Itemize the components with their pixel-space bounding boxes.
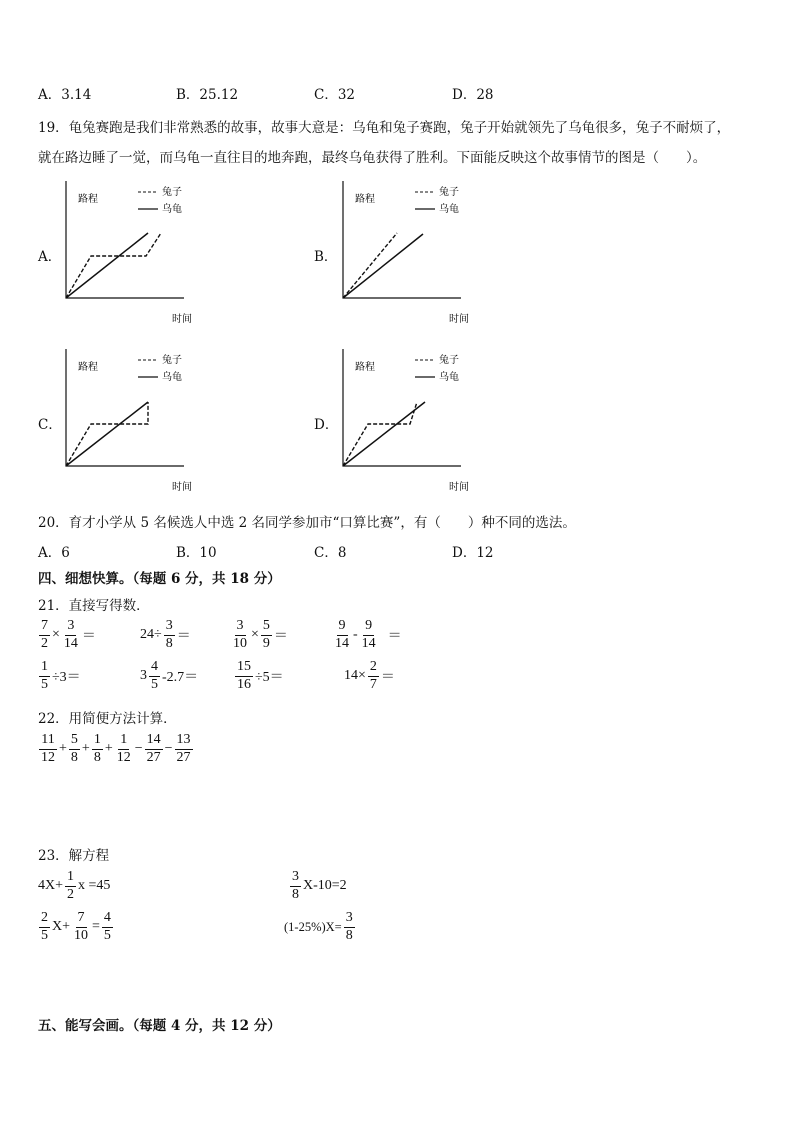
q21-expr-5: $\frac{1}{5}$ ÷3＝ xyxy=(41,659,81,692)
graph-c-turtle-line xyxy=(66,402,148,466)
q18-option-a: A．3.14 xyxy=(38,87,92,103)
graph-b-y-label: 路程 xyxy=(355,194,375,205)
graph-a-legend-turtle: 乌龟 xyxy=(162,204,182,215)
q19-option-d-label: D． xyxy=(314,417,339,433)
q19-text-line2: 就在路边睡了一觉，而乌龟一直往目的地奔跑，最终乌龟获得了胜利。下面能反映这个故事情节的图是（ ）。 xyxy=(38,150,707,166)
graph-b-legend-rabbit: 兔子 xyxy=(439,187,459,198)
q19-option-c-label: C． xyxy=(38,417,62,433)
q20-option-d: D．12 xyxy=(452,545,494,561)
q21-expr-4: $\frac{9}{14}$ - $\frac{9}{14}$ ＝ xyxy=(335,618,402,651)
q19-option-b-label: B． xyxy=(314,249,338,265)
q21-expr-6: 3 $\frac{4}{5}$ -2.7＝ xyxy=(140,659,199,692)
q21-expr-1: $\frac{7}{2}$ × $\frac{3}{14}$ ＝ xyxy=(41,618,96,651)
q23-equation-1: 4X+ $\frac{1}{2}$ x =45 xyxy=(38,869,111,902)
q23-title: 23．解方程 xyxy=(38,848,110,864)
q22-title: 22．用简便方法计算． xyxy=(38,711,177,727)
q21-expr-3: $\frac{3}{10}$ × $\frac{5}{9}$ ＝ xyxy=(233,618,288,651)
graph-c-x-label: 时间 xyxy=(172,482,192,493)
q19-text-line1: 19．龟兔赛跑是我们非常熟悉的故事，故事大意是：乌龟和兔子赛跑，兔子开始就领先了乌龟很多，兔子不耐烦了， xyxy=(38,120,731,136)
q22-expression: $\frac{11}{12}$ + $\frac{5}{8}$ + $\frac{1}{8}$ + $\frac{1}{12}$ − $\frac{14}{27}$ − $\frac{13}{27}$ xyxy=(41,732,191,765)
graph-c-legend-rabbit: 兔子 xyxy=(162,355,182,366)
graph-d-x-label: 时间 xyxy=(449,482,469,493)
graph-b-legend-turtle: 乌龟 xyxy=(439,204,459,215)
graph-c-legend-turtle: 乌龟 xyxy=(162,372,182,383)
q20-option-a: A．6 xyxy=(38,545,70,561)
graph-d xyxy=(333,344,483,498)
section-5-heading: 五、能写会画。（每题 4 分，共 12 分） xyxy=(38,1018,281,1034)
q19-option-a-label: A． xyxy=(38,249,62,265)
q23-equation-3: $\frac{2}{5}$ X+ $\frac{7}{10}$ = $\frac{4}{5}$ xyxy=(41,910,111,943)
q20-text: 20．育才小学从 5 名候选人中选 2 名同学参加市“口算比赛”，有（ ）种不同的选法。 xyxy=(38,515,576,531)
graph-b-x-label: 时间 xyxy=(449,314,469,325)
q18-option-c: C．32 xyxy=(314,87,356,103)
q18-option-b: B．25.12 xyxy=(176,87,239,103)
q21-title: 21．直接写得数． xyxy=(38,598,150,614)
q20-option-b: B．10 xyxy=(176,545,217,561)
graph-d-turtle-line xyxy=(343,402,425,466)
graph-b-rabbit-line xyxy=(343,233,397,298)
q23-equation-4: (1-25%)X= $\frac{3}{8}$ xyxy=(284,910,353,943)
graph-c xyxy=(56,344,206,498)
graph-c-y-label: 路程 xyxy=(78,362,98,373)
graph-d-legend-rabbit: 兔子 xyxy=(439,355,459,366)
q21-expr-8: 14× $\frac{2}{7}$ ＝ xyxy=(344,659,395,692)
q21-expr-7: $\frac{15}{16}$ ÷5＝ xyxy=(237,659,284,692)
q20-option-c: C．8 xyxy=(314,545,347,561)
graph-a-rabbit-line xyxy=(66,233,161,298)
graph-d-legend-turtle: 乌龟 xyxy=(439,372,459,383)
q18-option-d: D．28 xyxy=(452,87,494,103)
graph-a-x-label: 时间 xyxy=(172,314,192,325)
graph-a-legend-rabbit: 兔子 xyxy=(162,187,182,198)
graph-d-y-label: 路程 xyxy=(355,362,375,373)
graph-a xyxy=(56,176,206,330)
q23-equation-2: $\frac{3}{8}$ X-10=2 xyxy=(292,869,347,902)
graph-a-turtle-line xyxy=(66,233,148,298)
graph-b-turtle-line xyxy=(343,234,423,298)
graph-a-y-label: 路程 xyxy=(78,194,98,205)
section-4-heading: 四、细想快算。（每题 6 分，共 18 分） xyxy=(38,571,281,587)
graph-b xyxy=(333,176,483,330)
q21-expr-2: 24÷ $\frac{3}{8}$ ＝ xyxy=(140,618,191,651)
